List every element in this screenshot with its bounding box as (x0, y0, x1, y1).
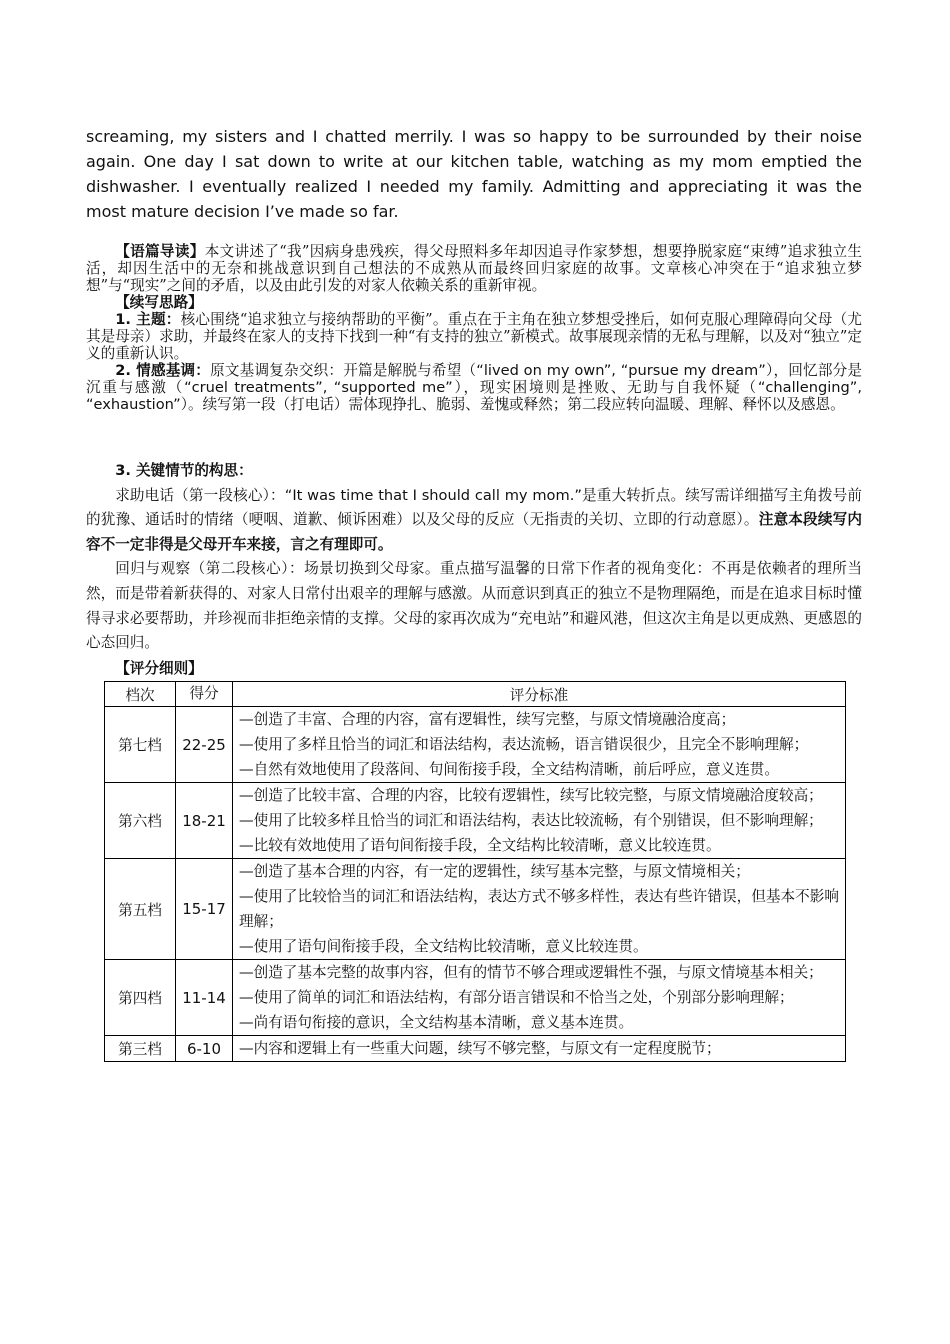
story-paragraph: screaming, my sisters and I chatted merrily. I was so happy to be surrounded by their noise again. One day I sat down to write at our kitchen table, watching as my mom emptied the dishwasher. I eventually realized I needed my family. Admitting and appreciating it was the most mature decision I’ve made so far. (86, 127, 862, 221)
theme-paragraph (86, 311, 862, 362)
table-row (105, 859, 846, 960)
criteria-line: —内容和逻辑上有一些重大问题，续写不够完整，与原文有一定程度脱节； (239, 1040, 721, 1057)
return-label: 回归与观察（第二段核心）： (115, 560, 305, 578)
level-cell: 第七档 (105, 707, 176, 783)
reading-guide (86, 243, 862, 413)
call-quote: “It was time that I should call my mom.” (284, 486, 582, 504)
criteria-line: —创造了基本完整的故事内容，但有的情节不够合理或逻辑性不强，与原文情境基本相关； (239, 964, 823, 981)
ideas-heading: 【续写思路】 (115, 294, 203, 311)
rubric-table (104, 681, 846, 1062)
header-level: 档次 (105, 682, 176, 707)
level-cell: 第六档 (105, 783, 176, 859)
intro-label: 【语篇导读】 (115, 243, 205, 260)
criteria-line: —使用了比较多样且恰当的词汇和语法结构，表达比较流畅，有个别错误，但不影响理解； (239, 812, 823, 829)
score-cell: 18-21 (176, 783, 233, 859)
tone-paragraph: 2. 情感基调：原文基调复杂交织：开篇是解脱与希望（“lived on my own”, “pursue my dream”），回忆部分是沉重与感激（“cruel treatments”, “supported me”），现实困境则是挫败、无助与自我怀疑（“challenging”, “exhaustion”）。续写第一段（打电话）需体现挣扎、脆弱、羞愧或释然；第二段应转向温暖、理解、释怀以及感恩。 (86, 362, 863, 413)
criteria-line: —使用了多样且恰当的词汇和语法结构，表达流畅，语言错误很少，且完全不影响理解； (239, 736, 809, 753)
theme-label: 1. 主题： (115, 311, 181, 328)
criteria-line: —使用了简单的词汇和语法结构，有部分语言错误和不恰当之处，个别部分影响理解； (239, 989, 794, 1006)
criteria-line: —使用了比较恰当的词汇和语法结构，表达方式不够多样性，表达有些许错误，但基本不影响理解； (239, 888, 839, 930)
criteria-line: —创造了基本合理的内容，有一定的逻辑性，续写基本完整，与原文情境相关； (239, 863, 750, 880)
criteria-line: —创造了比较丰富、合理的内容，比较有逻辑性，续写比较完整，与原文情境融洽度较高； (239, 787, 823, 804)
tone-label: 2. 情感基调： (115, 362, 211, 379)
criteria-cell (233, 707, 846, 783)
criteria-line: —自然有效地使用了段落间、句间衔接手段，全文结构清晰，前后呼应，意义连贯。 (239, 761, 779, 778)
table-row (105, 783, 846, 859)
key-plot-heading: 3. 关键情节的构思： (115, 462, 253, 479)
score-cell: 6-10 (176, 1036, 233, 1062)
criteria-cell (233, 1036, 846, 1062)
score-cell: 11-14 (176, 960, 233, 1036)
level-cell: 第三档 (105, 1036, 176, 1062)
criteria-line: —尚有语句衔接的意识，全文结构基本清晰，意义基本连贯。 (239, 1014, 634, 1031)
call-note: 注意本段续写内容不一定非得是父母开车来接，言之有理即可。 (86, 511, 862, 553)
level-cell: 第四档 (105, 960, 176, 1036)
criteria-line: —使用了语句间衔接手段，全文结构比较清晰，意义比较连贯。 (239, 938, 648, 955)
call-label: 求助电话（第一段核心）： (115, 486, 285, 504)
header-score: 得分 (176, 682, 233, 707)
table-row (105, 1036, 846, 1062)
rubric-header-row (105, 682, 846, 707)
plot-ideas (86, 459, 862, 656)
criteria-line: —比较有效地使用了语句间衔接手段，全文结构比较清晰，意义比较连贯。 (239, 837, 721, 854)
table-row (105, 707, 846, 783)
header-criteria: 评分标准 (233, 682, 846, 707)
return-paragraph: 回归与观察（第二段核心）：场景切换到父母家。重点描写温馨的日常下作者的视角变化：不再是依赖者的理所当然，而是带着新获得的、对家人日常付出艰辛的理解与感激。从而意识到真正的独立不是物理隔绝，而是在追求目标时懂得寻求必要帮助，并珍视而非拒绝亲情的支撑。父母的家再次成为“充电站”和避风港，但这次主角是以更成熟、更感恩的心态回归。 (86, 560, 862, 652)
intro-paragraph (86, 243, 862, 294)
criteria-cell (233, 859, 846, 960)
theme-text: 核心围绕“追求独立与接纳帮助的平衡”。重点在于主角在独立梦想受挫后，如何克服心理障碍向父母（尤其是母亲）求助，并最终在家人的支持下找到一种“有支持的独立”新模式。故事展现亲情的无私与理解，以及对“独立”定义的重新认识。 (86, 311, 863, 362)
criteria-cell (233, 783, 846, 859)
score-cell: 22-25 (176, 707, 233, 783)
criteria-line: —创造了丰富、合理的内容，富有逻辑性，续写完整，与原文情境融洽度高； (239, 711, 736, 728)
table-row (105, 960, 846, 1036)
rubric-title: 【评分细则】 (115, 660, 203, 677)
intro-text: 本文讲述了“我”因病身患残疾，得父母照料多年却因追寻作家梦想，想要挣脱家庭“束缚”追求独立生活，却因生活中的无奈和挑战意识到自己想法的不成熟从而最终回归家庭的故事。文章核心冲突在于“追求独立梦想”与“现实”之间的矛盾，以及由此引发的对家人依赖关系的重新审视。 (86, 243, 862, 294)
call-paragraph: 求助电话（第一段核心）：“It was time that I should call my mom.”是重大转折点。续写需详细描写主角拨号前的犹豫、通话时的情绪（哽咽、道歉、倾诉困难）以及父母的反应（无指责的关切、立即的行动意愿）。注意本段续写内容不一定非得是父母开车来接，言之有理即可。 (86, 486, 862, 553)
criteria-cell (233, 960, 846, 1036)
score-cell: 15-17 (176, 859, 233, 960)
level-cell: 第五档 (105, 859, 176, 960)
